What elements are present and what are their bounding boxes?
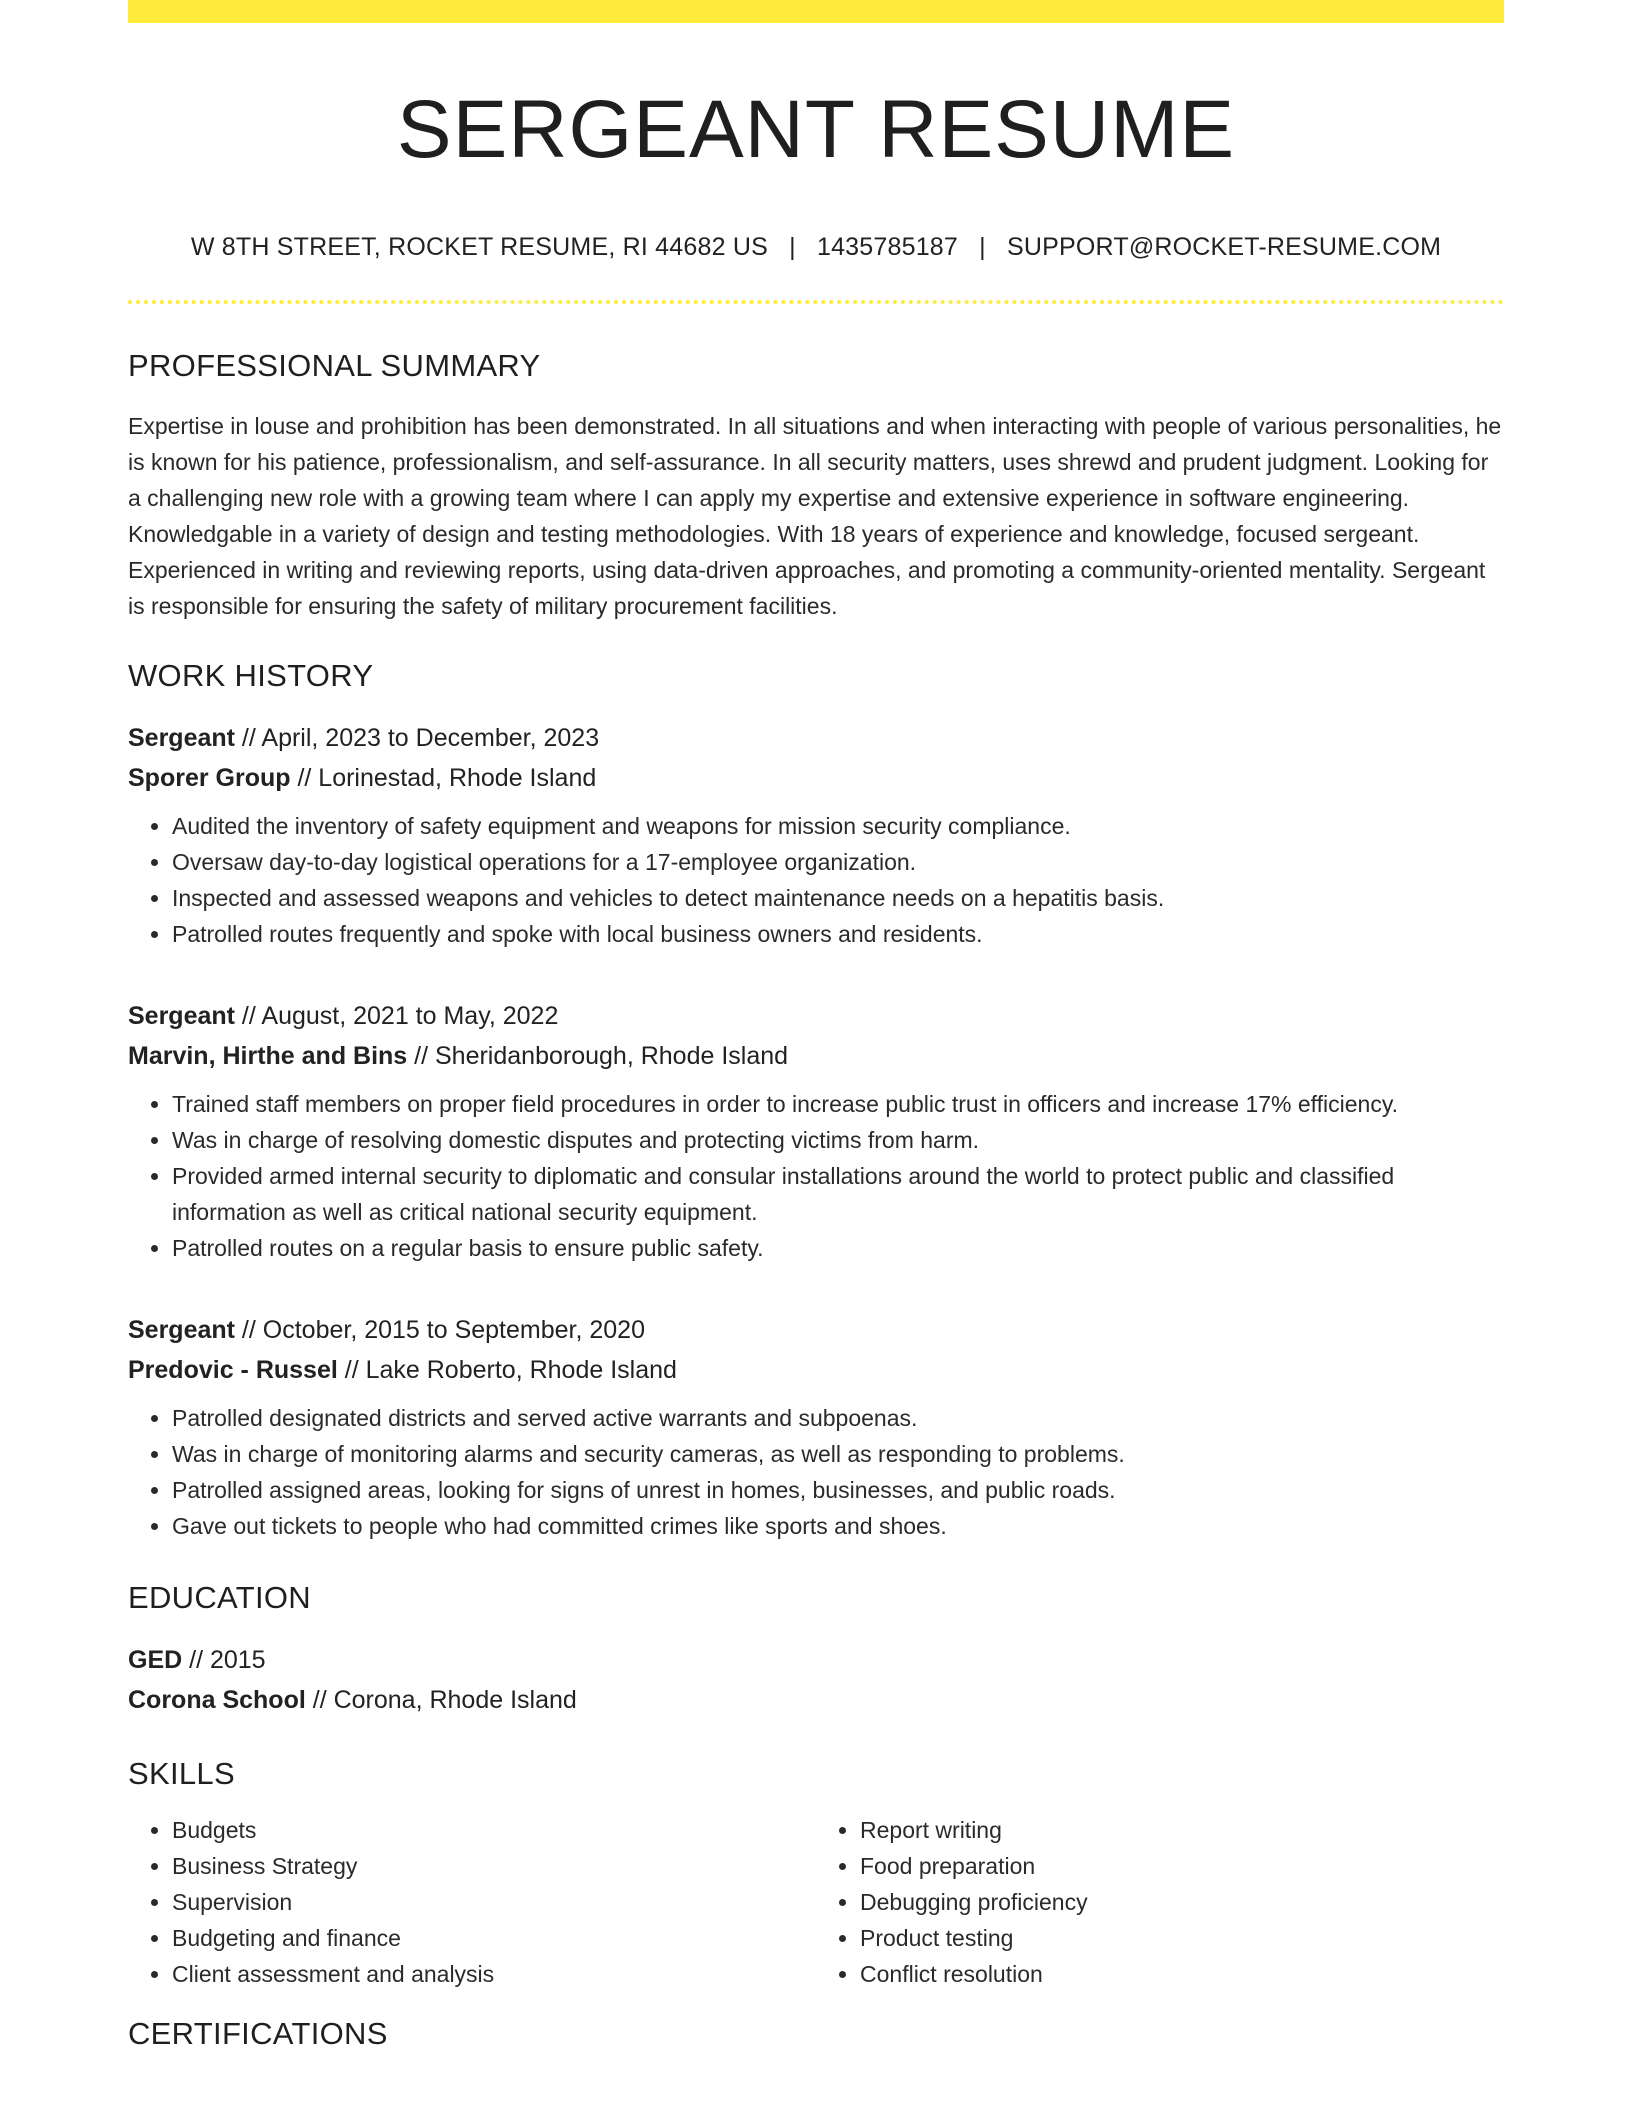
job-bullets	[128, 1400, 1504, 1544]
education-section	[128, 1580, 1504, 1720]
section-title-skills: SKILLS	[128, 1756, 235, 1792]
job-role-line	[128, 1310, 1504, 1350]
certifications-section	[128, 2016, 1504, 2052]
list-item: • Budgeting and finance	[172, 1920, 816, 1956]
job-dates: // October, 2015 to September, 2020	[234, 1316, 645, 1345]
list-item: • Audited the inventory of safety equipment and weapons for mission security compliance.	[172, 808, 1504, 844]
job-dates: // August, 2021 to May, 2022	[234, 1002, 559, 1031]
list-item: • Patrolled routes on a regular basis to ensure public safety.	[172, 1230, 1504, 1266]
list-item: • Gave out tickets to people who had committed crimes like sports and shoes.	[172, 1508, 1504, 1544]
accent-top-bar	[128, 0, 1504, 23]
job-location: // Lorinestad, Rhode Island	[290, 764, 597, 793]
education-location: // Corona, Rhode Island	[305, 1686, 577, 1715]
resume-page	[128, 0, 1504, 2052]
job-entry	[128, 718, 1504, 952]
resume-name: SERGEANT RESUME	[396, 84, 1236, 175]
list-item: • Budgets	[172, 1812, 816, 1848]
education-year: // 2015	[182, 1646, 266, 1675]
contact-address: W 8TH STREET, ROCKET RESUME, RI 44682 US	[190, 233, 768, 262]
education-entry	[128, 1640, 1504, 1720]
dotted-divider	[128, 300, 1504, 304]
contact-email[interactable]: SUPPORT@ROCKET-RESUME.COM	[1007, 233, 1442, 262]
summary-section	[128, 348, 1504, 624]
job-company: Marvin, Hirthe and Bins	[128, 1042, 408, 1071]
job-role: Sergeant	[128, 724, 235, 753]
job-dates: // April, 2023 to December, 2023	[234, 724, 600, 753]
education-degree-line	[128, 1640, 1504, 1680]
list-item: • Oversaw day-to-day logistical operations for a 17-employee organization.	[172, 844, 1504, 880]
job-role-line	[128, 718, 1504, 758]
list-item: • Supervision	[172, 1884, 816, 1920]
job-entry	[128, 1310, 1504, 1544]
job-entry	[128, 996, 1504, 1266]
list-item: • Was in charge of monitoring alarms and security cameras, as well as responding to problems.	[172, 1436, 1504, 1472]
list-item: • Food preparation	[860, 1848, 1504, 1884]
list-item: • Was in charge of resolving domestic disputes and protecting victims from harm.	[172, 1122, 1504, 1158]
list-item: • Trained staff members on proper field procedures in order to increase public trust in officers and increase 17% efficiency.	[172, 1086, 1504, 1122]
skills-right-list	[816, 1812, 1504, 1992]
skills-columns	[128, 1812, 1504, 1992]
list-item: • Inspected and assessed weapons and vehicles to detect maintenance needs on a hepatitis basis.	[172, 880, 1504, 916]
list-item: • Product testing	[860, 1920, 1504, 1956]
job-bullets	[128, 808, 1504, 952]
contact-separator: |	[979, 233, 986, 262]
job-company-line	[128, 1036, 1504, 1076]
section-title-education: EDUCATION	[128, 1580, 311, 1616]
skills-section	[128, 1756, 1504, 1992]
work-section	[128, 658, 1504, 1544]
job-location: // Sheridanborough, Rhode Island	[407, 1042, 789, 1071]
list-item: • Business Strategy	[172, 1848, 816, 1884]
job-role-line	[128, 996, 1504, 1036]
job-company: Predovic - Russel	[128, 1356, 338, 1385]
job-location: // Lake Roberto, Rhode Island	[337, 1356, 677, 1385]
education-school-line	[128, 1680, 1504, 1720]
education-school: Corona School	[128, 1686, 306, 1715]
job-role: Sergeant	[128, 1002, 235, 1031]
job-company-line	[128, 1350, 1504, 1390]
list-item: • Patrolled routes frequently and spoke with local business owners and residents.	[172, 916, 1504, 952]
job-role: Sergeant	[128, 1316, 235, 1345]
list-item: • Patrolled assigned areas, looking for signs of unrest in homes, businesses, and public roads.	[172, 1472, 1504, 1508]
contact-phone: 1435785187	[816, 233, 959, 262]
job-bullets	[128, 1086, 1504, 1266]
section-title-work: WORK HISTORY	[128, 658, 374, 694]
list-item: • Debugging proficiency	[860, 1884, 1504, 1920]
list-item: • Patrolled designated districts and served active warrants and subpoenas.	[172, 1400, 1504, 1436]
skills-left-list	[128, 1812, 816, 1992]
list-item: • Client assessment and analysis	[172, 1956, 816, 1992]
section-title-certifications: CERTIFICATIONS	[128, 2016, 388, 2052]
list-item: • Report writing	[860, 1812, 1504, 1848]
job-company: Sporer Group	[128, 764, 291, 793]
list-item: • Conflict resolution	[860, 1956, 1504, 1992]
contact-separator: |	[789, 233, 796, 262]
job-company-line	[128, 758, 1504, 798]
summary-text: Expertise in louse and prohibition has been demonstrated. In all situations and when interacting with people of various personalities, he is known for his patience, professionalism, and self-assurance. In all security matters, uses shrewd and prudent judgment. Looking for a challenging new role with a growing team where I can apply my expertise and extensive experience in software engineering. Knowledgable in a variety of design and testing methodologies. With 18 years of experience and knowledge, focused sergeant. Experienced in writing and reviewing reports, using data-driven approaches, and promoting a community-oriented mentality. Sergeant is responsible for ensuring the safety of military procurement facilities.	[128, 413, 1502, 620]
contact-line	[128, 233, 1504, 262]
section-title-summary: PROFESSIONAL SUMMARY	[128, 348, 541, 384]
education-degree: GED	[128, 1646, 183, 1675]
list-item: • Provided armed internal security to diplomatic and consular installations around the world to protect public and classified information as well as critical national security equipment.	[172, 1158, 1504, 1230]
